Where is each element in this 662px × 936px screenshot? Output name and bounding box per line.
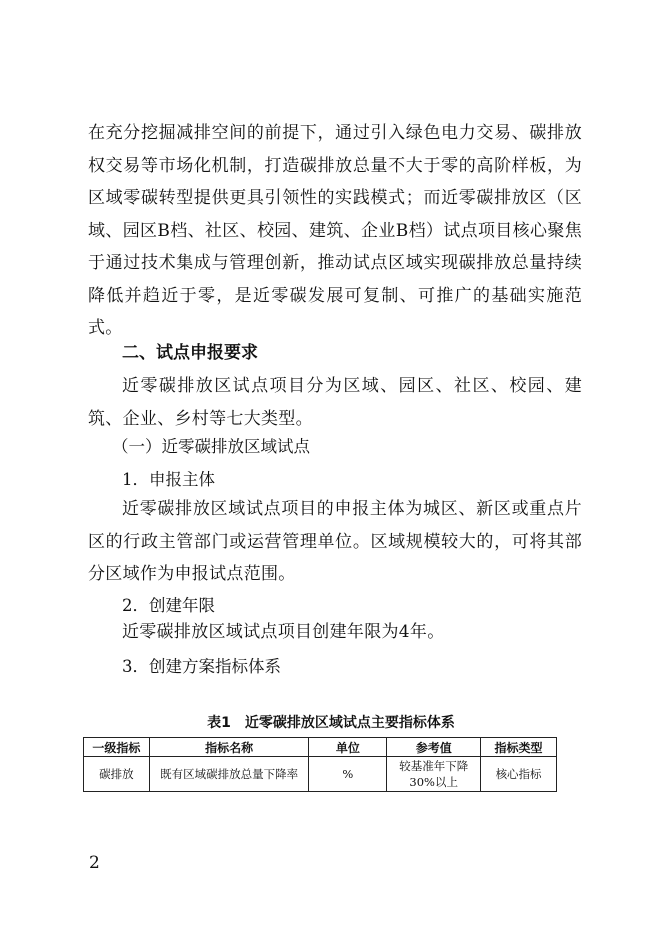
table-cell: 既有区域碳排放总量下降率 [149,757,309,792]
indicator-table [83,737,557,792]
table-cell: % [309,757,387,792]
table-header-cell: 参考值 [387,738,481,757]
table-title: 表1 近零碳排放区域试点主要指标体系 [207,715,455,731]
item-title: 2．创建年限 [122,596,215,615]
table-header-cell: 指标名称 [149,738,309,757]
body-paragraph: 近零碳排放区域试点项目创建年限为4年。 [122,622,445,642]
table-header-cell: 单位 [309,738,387,757]
table-header-cell: 一级指标 [84,738,150,757]
table-cell: 核心指标 [481,757,557,792]
item-title: 1．申报主体 [122,470,215,489]
table-header-cell: 指标类型 [481,738,557,757]
table-row [84,757,557,792]
item-title: 3．创建方案指标体系 [122,657,281,676]
table-header-row [84,738,557,757]
section-heading: 二、试点申报要求 [122,343,258,363]
table-cell: 较基准年下降30%以上 [387,757,481,792]
page-number: 2 [89,853,100,873]
table-cell: 碳排放 [84,757,150,792]
subsection-heading: （一）近零碳排放区域试点 [112,437,310,456]
body-paragraph: 近零碳排放区试点项目分为区域、园区、社区、校园、建筑、企业、乡村等七大类型。 [88,376,582,429]
body-paragraph: 近零碳排放区域试点项目的申报主体为城区、新区或重点片区的行政主管部门或运营管理单位。区域规模较大的，可将其部分区域作为申报试点范围。 [88,499,582,584]
body-paragraph: 在充分挖掘减排空间的前提下，通过引入绿色电力交易、碳排放权交易等市场化机制，打造碳排放总量不大于零的高阶样板，为区域零碳转型提供更具引领性的实践模式；而近零碳排放区（区域、园区B档、社区、校园、建筑、企业B档）试点项目核心聚焦于通过技术集成与管理创新，推动试点区域实现碳排放总量持续降低并趋近于零，是近零碳发展可复制、可推广的基础实施范式。 [88,123,582,338]
